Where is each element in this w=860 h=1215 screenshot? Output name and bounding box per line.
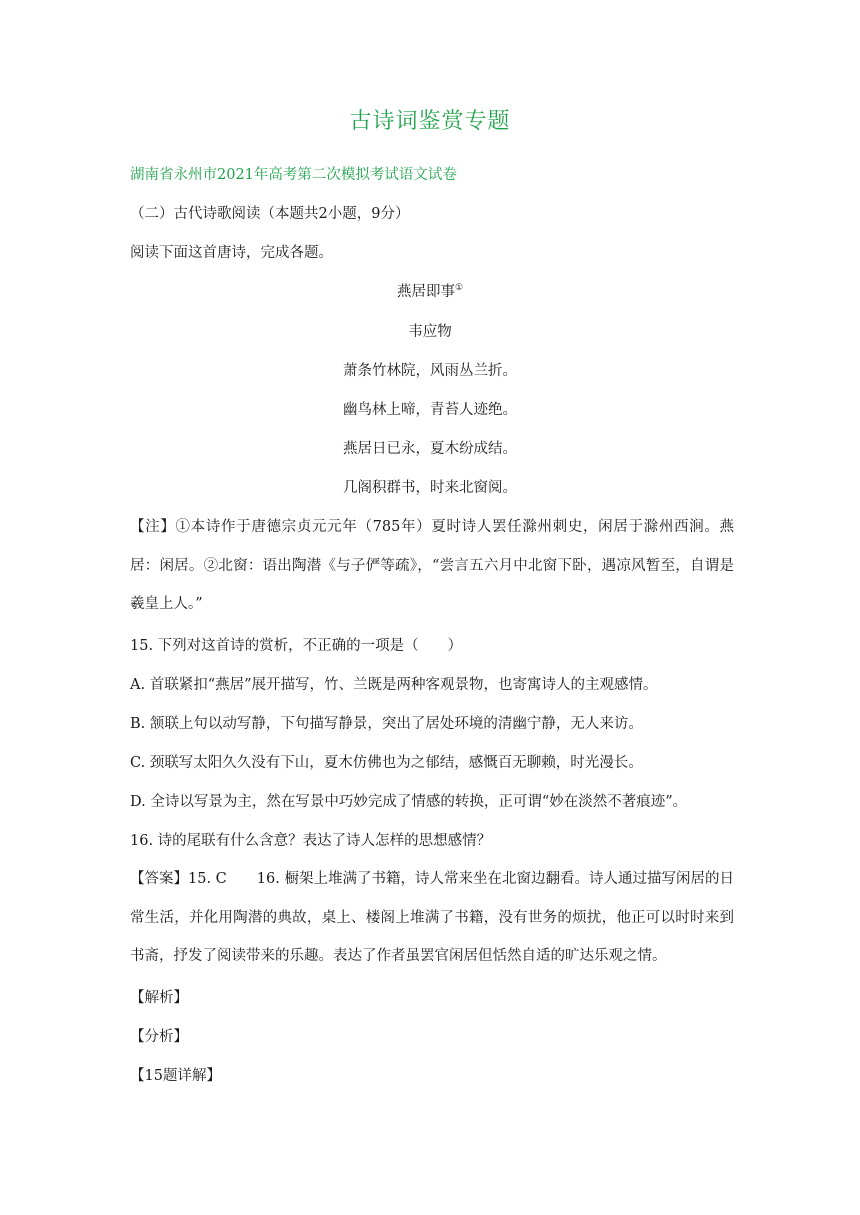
answer-label: 【答案】15. C — [130, 871, 227, 887]
section-heading: （二）古代诗歌阅读（本题共2小题，9分） — [130, 206, 410, 222]
footnote-mark: ① — [454, 283, 464, 294]
poem-author: 韦应物 — [408, 324, 452, 340]
answer-block — [130, 860, 734, 976]
poem-line: 萧条竹林院，风雨丛兰折。 — [343, 363, 517, 379]
detail-label: 【15题详解】 — [130, 1068, 221, 1084]
poem-note: 【注】①本诗作于唐德宗贞元元年（785年）夏时诗人罢任滁州刺史，闲居于滁州西涧。燕居：闲居。②北窗：语出陶潜《与子俨等疏》，“尝言五六月中北窗下卧，遇凉风暂至，自谓是羲皇上人。” — [130, 519, 734, 612]
page-title: 古诗词鉴赏专题 — [349, 109, 511, 134]
fenxi-label: 【分析】 — [130, 1029, 188, 1045]
question-15-stem: 15. 下列对这首诗的赏析，不正确的一项是（ ） — [130, 638, 463, 654]
option-a: A. 首联紧扣“燕居”展开描写，竹、兰既是两种客观景物，也寄寓诗人的主观感情。 — [130, 677, 658, 693]
poem-title — [0, 282, 860, 302]
poem-title-text: 燕居即事 — [396, 284, 455, 300]
source-line: 湖南省永州市2021年高考第二次模拟考试语文试卷 — [130, 167, 457, 183]
poem-line: 幽鸟林上啼，青苔人迹绝。 — [343, 402, 517, 418]
question-16-stem: 16. 诗的尾联有什么含意？表达了诗人怎样的思想感情？ — [130, 833, 492, 849]
option-c: C. 颈联写太阳久久没有下山，夏木仿佛也为之郁结，感慨百无聊赖，时光漫长。 — [130, 755, 643, 771]
option-b: B. 颔联上句以动写静，下句描写静景，突出了居处环境的清幽宁静，无人来访。 — [130, 716, 643, 732]
answer-text: 16. 橱架上堆满了书籍，诗人常来坐在北窗边翻看。诗人通过描写闲居的日常生活，并化用陶潜的典故，桌上、楼阁上堆满了书籍，没有世务的烦扰，他正可以时时来到书斋，抒发了阅读带来的乐趣。表达了作者虽罢官闲居但恬然自适的旷达乐观之情。 — [130, 871, 735, 964]
option-d: D. 全诗以写景为主，然在写景中巧妙完成了情感的转换，正可谓“妙在淡然不著痕迹”。 — [130, 794, 688, 810]
instruction-line: 阅读下面这首唐诗，完成各题。 — [130, 245, 333, 261]
poem-line: 燕居日已永，夏木纷成结。 — [343, 441, 517, 457]
analysis-label: 【解析】 — [130, 990, 188, 1006]
poem-line: 几阁积群书，时来北窗阅。 — [343, 480, 517, 496]
